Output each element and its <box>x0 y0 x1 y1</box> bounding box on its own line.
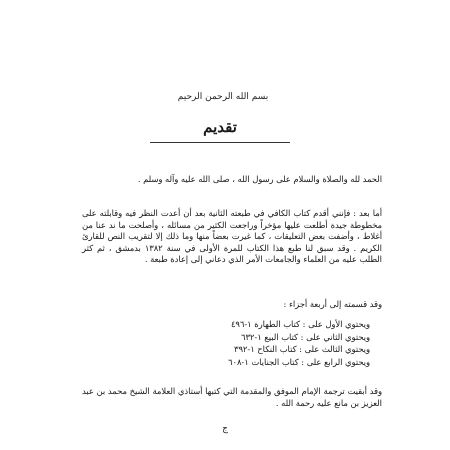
closing-paragraph: وقد أبقيت ترجمة الإمام الموفق والمقدمة التي كتبها أستاذي العلامة الشيخ محمد بن عبد العزيز بن مانع عليه رحمة الله . <box>82 386 382 408</box>
list-item: ويحتوي الرابع على : كتاب الجنايات ١-٦٠٨ <box>228 356 370 367</box>
parts-intro: وقد قسمته إلى أربعة أجزاء : <box>283 299 382 309</box>
list-item: ويحتوي الأول على : كتاب الطهارة ١-٤٩٦ <box>230 319 370 329</box>
main-paragraph: أما بعد : فإنني أقدم كتاب الكافي في طبعته الثانية بعد أن أعدت النظر فيه وقابلته على مخطوطة جيدة أطلعت عليها مؤخراً وراجعت الكثير من مسائله ، وأصلحت ما ند عنا من أغلاط ، وأضفت بعض التعليقات ، كما غيرت بعضاً منها وما ذلك إلا لتقريب النص للقارئ الكريم . وقد سبق لنا طبع هذا الكتاب للمرة الأولى في سنة ١٣٨٢ بدمشق ، ثم كثر الطلب عليه من العلماء والجامعات الأمر الذي دعاني إلى إعادة طبعة . <box>82 208 382 264</box>
heading-underline <box>150 142 290 143</box>
list-item: ويحتوي الثاني على : كتاب البيع ١-٦٣٢ <box>241 331 370 342</box>
basmala: بسم الله الرحمن الرحيم <box>177 92 269 102</box>
page-heading: تقديم <box>203 118 237 136</box>
list-item: ويحتوي الثالث على : كتاب النكاح ١-٣٩٢ <box>234 344 370 354</box>
parts-list <box>150 318 370 368</box>
page-number: ج <box>222 424 228 434</box>
opening-paragraph: الحمد لله والصلاة والسلام على رسول الله ، صلى الله عليه وآله وسلم . <box>137 174 382 184</box>
